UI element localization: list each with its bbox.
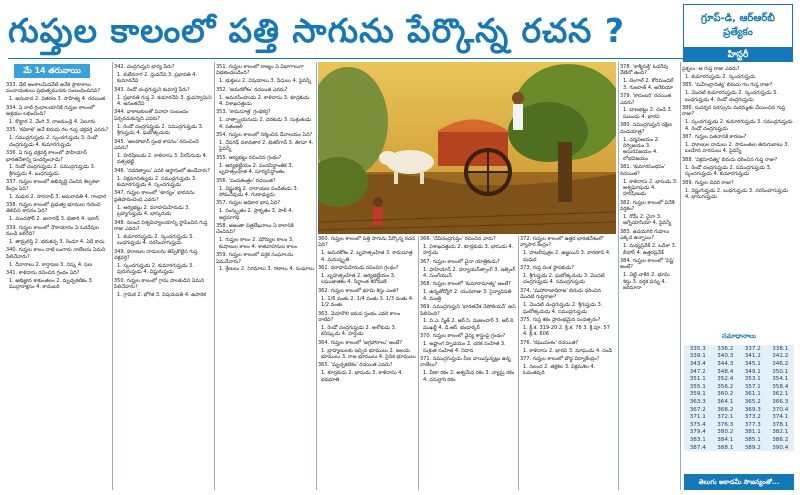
question-text: 364. గుప్తుల కాలంలో 'అగ్రహారాలు' అంటే? [318,339,403,346]
question-options: 1. ఆర్యభట్టీయం 2. పంచసిద్ధాంతిక 3. బృహత్సంహిత 4. సూర్యసిద్ధాంతం [219,162,294,176]
question-options: 1. విష్ణుగుప్తుడు 2. బుధగుప్తుడు 3. నరసింహగుప్తుడు 4. భానుగుప్తుడు [685,187,789,200]
question-options: 1. కొట్టార 2. వేంగి 3. రాజమండ్రి 4. ఏలూరు [9,119,96,126]
answer-cell: 379.4 [689,429,706,436]
question-options: 1. మధ్యప్రదేశ్ 2. ఒడిశా 3. బీహార్ 4. ఉత్తరప్రదేశ్ [623,243,677,256]
question-text: ప్రశ్నలు: ఆ గుప్త రాజు ఎవరు? [682,66,740,72]
question-options: 1. అభిజ్ఞాన శాకుంతలం 2. మృచ్ఛకటికం 3. ముద్రారాక్షసం 4. కాదంబరి [9,278,94,291]
question-options: 1. మందసోర్ 2. జునాగఢ్ 3. భితారి 4. ఇరాన్ [9,216,99,223]
question-options: 1. బెంగాల్ 2. కోరమండల్ 3. గుజరాత్ 4. అరేబియా [623,78,674,91]
answer-cell: 369.3 [744,406,761,413]
column-divider [518,236,519,490]
answer-cell: 356.2 [717,383,734,390]
question-text: 366. 'దేవీచంద్రగుప్తం' రచించిన వారు? [420,236,496,242]
answer-cell: 387.4 [689,444,706,451]
question-options: 1. రెండో చంద్రగుప్తుడు 2. సముద్రగుప్తుడు 3. శ్రీగుప్తుడు 4. ఘటోత్కచుడు [117,123,204,137]
question-text: 341. కాళిదాసు రచించిన గ్రంథం ఏది? [6,270,80,277]
question-options: 1. గుప్తుల కాలం 2. మౌర్యుల కాలం 3. కుషాణుల కాలం 4. శాతవాహనుల కాలం [219,237,298,250]
date-tab: మే 14 తరువాయి [14,64,90,78]
question-options: 1. విష్ణుశర్మ 2. నారాయణ పండితుడు 3. సోమదేవుడు 4. గుణాఢ్యుడు [219,185,299,198]
headline-rule [8,58,688,59]
answer-cell: 374.1 [772,414,789,421]
question-text: 360. గుప్తుల కాలంలో పత్తి సాగును పేర్కొన్న రచన ఏది? [318,236,416,249]
question-text: 343. రెండో చంద్రగుప్తుని కుమార్తె పేరు? [114,86,190,93]
question-text: 380. సముద్రగుప్తుని దక్షిణ దండయాత్ర? [620,122,672,135]
answer-cell: 345.1 [744,360,761,367]
question-text: 335. 'కవికాళి' అనే బిరుదు గల గుప్త చక్రవర్తి ఎవరు? [6,127,109,134]
question-text: 342. చంద్రగుప్తుని భార్య పేరు? [114,64,175,70]
question-options: 1. కుబేరనాగ 2. ధ్రువదేవి 3. ప్రభావతి 4. కుమారదేవి [117,71,197,85]
group-badge-line1: గ్రూప్‌-డి, ఆర్‌ఆర్‌బీ [701,13,775,24]
answer-cell: 386.2 [772,436,789,443]
question-options: 1. మధుర 2. సారనాథ్ 3. అమరావతి 4. గాంధార [9,193,107,200]
question-options: 1. దేవగఢ్ దశావతార 2. భితర్‌గావ్ 3. తిగవా 4. పైవన్నీ [219,140,314,153]
answer-cell: 341.2 [744,353,761,360]
question-text: 348. నలంద విశ్వవిద్యాలయాన్ని స్థాపించిన గుప్త రాజు ఎవరు? [114,219,208,232]
column-5 [420,236,516,488]
answer-cell: 366.3 [772,398,789,405]
question-options: 1. రోమ్ 2. చైనా 3. ఆగ్నేయాసియా 4. పైవన్నీ [623,214,672,227]
question-text: 385. 'మహేంద్రాదిత్య' బిరుదు గల గుప్త రాజు? [682,82,773,89]
answers-row [684,360,794,368]
answer-cell: 371.1 [689,414,706,421]
question-text: 376. 'రఘువంశం' రచయిత? [520,339,579,346]
answer-cell: 363.3 [689,398,706,405]
question-text: 337. గుప్తుల కాలంలో అభివృద్ధి చెందిన శిల్పకళా కేంద్రం ఏది? [6,179,100,192]
question-options: 1. సముద్రగుప్తుడు 2. స్కందగుప్తుడు 3. రెండో చంద్రగుప్తుడు 4. కుమారగుప్తుడు [9,135,98,148]
question-text: 355. ఆర్యభట్టు రచించిన గ్రంథం? [216,154,282,161]
question-options: 1. స్కందగుప్తుడు 2. కుమారగుప్తుడు 3. సముద్రగుప్తుడు 4. రెండో చంద్రగుప్తుడు [685,119,793,132]
answer-cell: 370.4 [772,406,789,413]
question-text: 386. సుదర్శన సరస్సును మరమ్మతు చేయించిన గుప్త రాజు? [682,105,786,118]
question-text: 340. గుప్తుల కాలం నాటి బంగారు నాణేలను ఏమని పిలిచేవారు? [6,247,106,260]
answer-cell: 339.1 [689,353,706,360]
answer-cell: 354.1 [772,376,789,383]
answer-cell: 350.1 [772,368,789,375]
answer-cell: 360.2 [717,391,734,398]
answer-cell: 389.2 [744,444,761,451]
answer-cell: 348.4 [717,368,734,375]
answer-cell: 364.1 [717,398,734,405]
question-options: 1. బృహత్సంహిత 2. ఆర్యభట్టీయం 3. లఘుజాతకం 4. సిద్ధాంత శిరోమణి [321,273,396,286]
question-text: 345. 'అలహాబాద్ స్తంభ శాసనం' రచించింది ఎవరు? [114,138,199,151]
question-options: 1. 1/6 వంతు 2. 1/4 వంతు 3. 1/3 వంతు 4. 1/2 వంతు [321,295,414,309]
credit-footer: తెలుగు అకాడమీ సౌజన్యంతో... [684,474,794,490]
group-badge [683,4,793,48]
answer-cell: 378.1 [772,421,789,428]
column-divider [418,236,419,490]
question-options: 1. హూణుల దాడులు 2. సామంతుల తిరుగుబాటు 3. బలహీన వారసులు 4. పైవన్నీ [685,142,789,155]
question-options: 1. బ్రాహ్మణులకు ఇచ్చిన భూములు 2. ఆలయ భూములు 3. రాజ భూములు 4. సైనిక భూములు [321,347,416,360]
answers-row [684,444,794,452]
answer-cell: 342.2 [772,353,789,360]
question-text: 353. 'కామసూత్ర' గ్రంథకర్త? [216,109,271,116]
question-text: 377. గుప్తుల కాలంలో బౌద్ధ విద్యాకేంద్రం? [520,356,600,362]
answer-cell: 368.2 [717,406,734,413]
question-options: 1. ఉన్నతోద్యోగి 2. యువరాజు 3. సైన్యాధిపతి 4. మంత్రి [423,289,512,302]
question-text: 351. గుప్తుల కాలంలో రాజ్యం ఏ విభాగాలుగా విభజించబడింది? [216,64,304,77]
question-options: 1. కుమారగుప్తుడు 2. స్కందగుప్తుడు [685,73,756,80]
painting-art [318,62,616,234]
answer-cell: 375.4 [689,421,706,428]
answer-cell: 373.2 [744,414,761,421]
answer-cell: 372.1 [717,414,734,421]
question-text: 339. గుప్తుల కాలంలో నౌకాయానం ఏ ఓడరేవుల నుండి జరిగేది? [6,224,100,238]
question-options: 1. అష్టాంగ హృదయం 2. చరక సంహిత 3. సుశ్రుత సంహిత 4. నిదాన [423,341,506,354]
answer-cell: 388.1 [717,444,734,451]
question-text: 375. గుప్త శకం ప్రారంభమైన సంవత్సరం? [520,316,601,323]
answer-cell: 353.1 [744,376,761,383]
question-text: 384. గుప్తుల కాలంలో 'విష్టి' అంటే? [620,257,675,271]
answer-cell: 349.1 [744,368,761,375]
answers-row [684,421,794,429]
answer-cell: 343.4 [689,360,706,367]
question-text: 356. 'పంచతంత్రం' రచయిత? [216,177,276,184]
question-text: 383. ఉదయగిరి గుహలు ఎక్కడ ఉన్నాయి? [620,228,670,242]
question-options: 1. అమరకోశం 2. బృహత్సంహిత 3. కామసూత్ర 4. మనుస్మృతి [321,250,413,263]
answers-row [684,398,794,406]
question-options: 1. సంస్కృతం 2. ప్రాకృతం 3. పాళీ 4. అర్ధమాగధి [219,208,293,221]
page-headline: గుప్తుల కాలంలో పత్తి సాగును పేర్కొన్న రచన ? [8,11,625,50]
column-8 [682,66,794,328]
question-text: 368. గుప్తుల కాలంలో 'కుమారామాత్య' అంటే? [420,281,511,288]
question-text: 361. వరాహమిహిరుడు రచించిన గ్రంథం? [318,265,399,272]
question-text: 372. గుప్తుల కాలంలో ఉత్తర భారతదేశంలో వ్యాపార కేంద్రం? [520,236,604,249]
question-text: 371. సముద్రగుప్తుడు వీణ వాయిస్తున్నట్లు ఉన్న నాణేలు? [420,356,511,369]
answers-row [684,345,794,353]
column-divider [112,62,113,490]
answer-cell: 338.1 [772,345,789,352]
question-text: 378. 'కాశ్మీరుక్తి' ఓడరేవు వేటిలో ఉంది? [620,64,669,77]
column-2 [114,64,212,489]
question-text: 382. గుప్తుల కాలంలో విదేశీ వర్తకం? [620,199,675,213]
answer-cell: 381.1 [744,429,761,436]
question-options: 1. శూద్రకుడు 2. భాసుడు 3. కాళిదాసు 4. భవభూతి [321,370,403,383]
question-text: 389. గుప్తుల చివరి రాజు? [682,179,734,186]
question-options: 1. వీణా రకం 2. అశ్వమేధ రకం 3. వ్యాఘ్ర రకం 4. ధనుర్ధారి రకం [423,370,515,383]
question-options: 1. భుక్తులు 2. విషయాలు 3. వీధులు 4. పైవన్నీ [219,78,312,85]
question-options: 1. గ్రామిక 2. భోగిక 3. విషయపతి 4. ఉపారిక [117,292,206,299]
question-text: 367. గుప్తుల కాలంలో చైనా యాత్రికుడు? [420,258,500,265]
answer-cell: 365.2 [744,398,761,405]
question-options: 1. దీనారాలు 2. కార్షాపణ 3. నిష్క 4. పణ [9,261,92,268]
answers-row [684,429,794,437]
answer-cell: 357.1 [744,383,761,390]
question-text: 347. గుప్తుల కాలంలో 'శూన్యం' భావనను ప్రతిపాదించింది ఎవరు? [114,190,195,203]
question-options: 1. రెండో చంద్రగుప్తుడు 2. అశోకుడు 3. కనిష్కుడు 4. హర్షుడు [321,324,397,338]
answers-heading: సమాధానాలు [722,332,756,340]
answer-cell: 346.2 [772,360,789,367]
question-text: 370. గుప్తుల కాలంలో వైద్య శాస్త్రంపై గ్రంథం? [420,333,506,340]
question-text: 359. గుప్తుల కాలంలో వర్తక సంఘాలను ఏమనేవారు? [216,252,294,265]
question-text: 352. 'అమరకోశం' రచయిత ఎవరు? [216,86,288,93]
section-tag: హిస్టరీ [683,48,793,62]
answer-cell: 359.1 [689,391,706,398]
question-text: 373. గుప్త వంశ స్థాపకుడు? [520,265,574,272]
question-options: 1. అనువాద 2. వితరణ 3. సాహిత్య 4. రచయిత [9,96,106,103]
answers-row [684,353,794,361]
question-text: 363. మెహరౌలి ఇనుప స్తంభం ఎవరి కాలం నాటిది? [318,310,401,323]
answer-cell: 382.1 [772,429,789,436]
answer-cell: 335.3 [689,345,706,352]
answer-cell: 355.1 [689,383,706,390]
question-options: 1. వాత్స్యాయనుడు 2. చరకుడు 3. సుశ్రుతుడు 4. పతంజలి [219,117,312,130]
column-divider [214,62,215,490]
question-options: 1. రెండో చంద్రగుప్తుడు 2. సముద్రగుప్తుడు 3. శ్రీగుప్తుడు 4. బుధగుప్తుడు [9,164,96,177]
question-text: 357. గుప్తుల అధికార భాష ఏది? [216,200,281,207]
question-options: 1. క్రీ.శ. 319-20 2. క్రీ.శ. 78 3. క్రీ.పూ. 57 4. క్రీ.శ. 606 [523,324,610,338]
question-options: 1. మొదటి చంద్రగుప్తుడు 2. శ్రీగుప్తుడు 3. ఘటోత్కచుడు 4. సముద్రగుప్తుడు [523,302,603,315]
group-badge-line2: ప్రత్యేకం [723,27,753,38]
question-options: 1. కుమారగుప్తుడు 2. స్కందగుప్తుడు 3. బుధగుప్తుడు 4. నరసింహగుప్తుడు [117,233,194,247]
answers-row [684,383,794,391]
answer-cell: 337.2 [744,345,761,352]
column-divider [680,62,681,490]
answer-cell: 377.3 [744,421,761,428]
question-text: 336. ఏ గుప్త చక్రవర్తి కాలంలో ఫాహియాన్ భారతదేశాన్ని సందర్శించాడు? [6,150,87,163]
answer-cell: 367.2 [689,406,706,413]
question-options: 1. విక్రమాదిత్యుడు 2. సముద్రగుప్తుడు 3. కుమారగుప్తుడు 4. స్కందగుప్తుడు [117,175,197,188]
answers-row [684,413,794,421]
answers-box [684,332,794,464]
question-options: 1. స్కందగుప్తుడు 2. కుమారగుప్తుడు 3. పురుగుప్తుడు 4. విష్ణుగుప్తుడు [117,262,194,276]
question-options: 1. అమరసింహుడు 2. కాళిదాసు 3. శూద్రకుడు 4. విశాఖదత్తుడు [219,94,310,108]
question-options: 1. బాణభట్టు 2. దండి 3. సుబంధు 4. భారవి [623,107,673,120]
question-text: 374. 'మహారాజాధిరాజ' బిరుదు ధరించిన మొదటి గుప్తరాజు? [520,287,602,301]
question-options: 1. కాళిదాసు 2. భారవి 3. మాఘుడు 4. దండి [523,347,613,354]
question-options: 1. శ్రీగుప్తుడు 2. ఘటోత్కచుడు 3. మొదటి చంద్రగుప్తుడు 4. సముద్రగుప్తుడు [523,273,605,286]
answer-cell: 380.2 [717,429,734,436]
answer-cell: 385.1 [744,436,761,443]
question-text: 333. వేటి అంశాలమీదవేటి అనేక ప్రాకాశాలు పంచాయతులు ప్రభుత్వమునకు సంబంధించినవి? [6,82,101,95]
column-4 [318,236,416,488]
question-text: 381. 'కుమారసంభవం' రచయిత? [620,164,666,177]
question-options: 1. హరిషేణుడు 2. కాళిదాసు 3. వీరసేనుడు 4. వత్సభట్టి [117,152,208,166]
answers-row [684,436,794,444]
question-text: 388. 'విక్రమాదిత్య' బిరుదు ధరించిన గుప్త రాజు? [682,156,778,163]
question-options: 1. రెండో చంద్రగుప్తుడు 2. సముద్రగుప్తుడు 3. స్కందగుప్తుడు 4. కుమారగుప్తుడు [685,164,772,178]
answer-cell: 362.1 [772,391,789,398]
question-options: 1. కాళిదాసు 2. భాసుడు 3. అశ్వఘోషుడు 4. హరిషేణుడు [623,178,678,198]
question-options: 1. ఫాహియాన్ 2. హ్యూయన్‌త్సాంగ్ 3. ఇత్సింగ్ 4. సుంగ్‌యున్ [423,266,516,280]
answer-cell: 351.1 [689,376,706,383]
question-options: 1. ఆర్యభట్టు 2. వరాహమిహిరుడు 3. బ్రహ్మగుప్తుడు 4. భాస్కరుడు [117,204,190,218]
question-options: 1. విశాఖదత్తుడు 2. శూద్రకుడు 3. భాసుడు 4. హర్షుడు [423,243,514,257]
question-options: 1. వి.ఎ. స్మిత్ 2. ఆర్.సి. మజుందార్ 3. ఆర్.కె. ముఖర్జీ 4. డి.ఆర్. భండార్కర్ [423,318,515,331]
answer-cell: 361.1 [744,391,761,398]
question-options: 1. శ్రేణులు 2. నిగమాలు 3. గణాలు 4. సంఘాలు [219,266,314,273]
answers-row [684,368,794,376]
question-options: 1. వెట్టి చాకిరి 2. భూమి శిస్తు 3. వర్తక పన్ను 4. జరిమానా [623,272,670,292]
question-text: 362. గుప్తుల కాలంలో భూమి శిస్తు ఎంత? [318,287,399,294]
question-text: 350. గుప్తుల కాలంలో గ్రామ పాలకుడిని ఏమని పిలిచేవారు? [114,277,205,291]
answer-cell: 376.3 [717,421,734,428]
answers-row [684,406,794,414]
question-text: 338. గుప్తుల కాలంలో ప్రభుత్వ భూముల గురించి తెలిపిన శాసనం ఏది? [6,202,101,215]
question-text: 349. హూణుల దాడులను తిప్పికొట్టిన గుప్త చక్రవర్తి? [114,248,198,262]
illustration-ox-cart-painting [318,62,616,234]
question-options: 1. నలంద 2. తక్షశిల 3. విక్రమశిల 4. ఓదంతపురి [523,363,596,377]
question-options: 1. ప్రభావతి గుప్త 2. కుమారదేవి 3. ధ్రువస్వామిని 4. అనంతదేవి [117,94,212,108]
question-options: 1. పాటలీపుత్రం 2. ఉజ్జయిని 3. వారణాసి 4. మధుర [523,250,611,263]
column-6 [520,236,616,488]
question-text: 365. 'మృచ్ఛకటికం' రచయిత ఎవరు? [318,362,393,369]
question-options: 1. ధర్మవిజయం 2. దిగ్విజయం 3. అసురవిజయం 4. లోభవిజయం [623,136,660,162]
answer-cell: 384.1 [717,436,734,443]
answer-cell: 390.4 [772,444,789,451]
answers-row [684,375,794,383]
question-text: 354. గుప్తుల కాలంలో నిర్మించిన దేవాలయం ఏది? [216,132,313,139]
question-text: 387. గుప్తుల పతనానికి కారణం? [682,134,747,141]
column-7 [620,64,678,489]
answer-cell: 336.2 [717,345,734,352]
question-text: 334. ఏ నాటి గ్రంధాలయానికి గుప్తుల కాలంలో ఆశ్రయం లభించింది? [6,104,95,118]
question-text: 358. అజంతా చిత్రలేఖనాలు ఏ కాలానికి చెందినవి? [216,223,294,236]
answer-cell: 383.1 [689,436,706,443]
answers-row [684,391,794,399]
answer-cell: 344.3 [717,360,734,367]
column-divider [618,62,619,490]
answers-table [684,345,794,451]
column-divider [316,62,317,490]
answer-cell: 347.2 [689,368,706,375]
answer-cell: 352.4 [717,376,734,383]
question-text: 379. 'కాదంబరి' రచయిత ఎవరు? [620,93,672,106]
question-text: 346. 'నవరత్నాలు' ఎవరి ఆస్థానంలో ఉండేవారు? [114,167,210,174]
answer-cell: 358.4 [772,383,789,390]
column-3 [216,64,314,489]
question-text: 369. సముద్రగుప్తుని 'భారతదేశ నెపోలియన్' అని పిలిచింది? [420,304,516,317]
question-text: 344. వాకాటకులతో వివాహ సంబంధం ఏర్పరచుకున్నది ఎవరు? [114,109,189,122]
question-options: 1. తామ్రలిప్తి 2. భరుకచ్ఛ 3. రెండూ 4. ఏదీ కాదు [9,239,105,246]
question-options: 1. మొదటి కుమారగుప్తుడు 2. స్కందగుప్తుడు 3. బుధగుప్తుడు 4. రెండో చంద్రగుప్తుడు [685,90,778,103]
answer-cell: 340.3 [717,353,734,360]
column-1 [6,82,110,489]
